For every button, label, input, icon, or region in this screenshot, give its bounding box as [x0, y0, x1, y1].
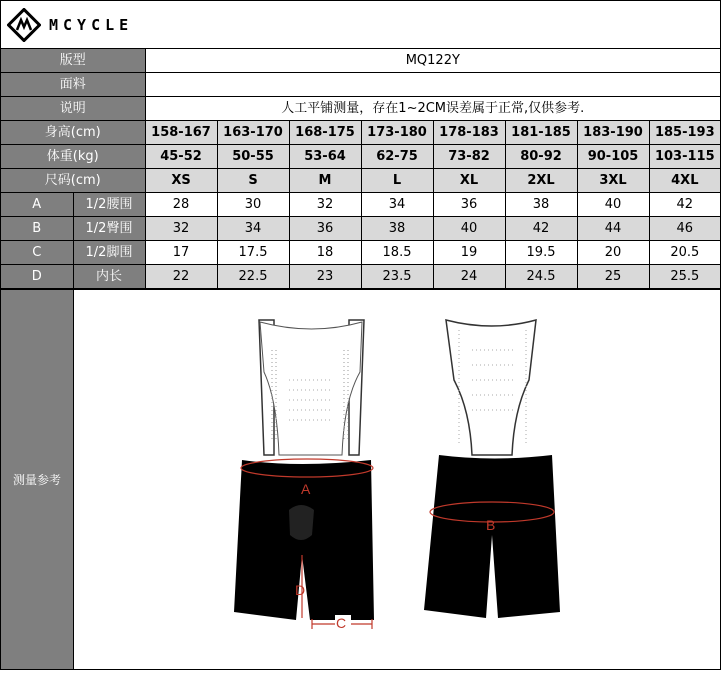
- measure-cell: 32: [289, 193, 361, 217]
- height-cell: 181-185: [505, 121, 577, 145]
- measure-name: 内长: [73, 265, 145, 289]
- weight-cell: 73-82: [433, 145, 505, 169]
- measure-cell: 24.5: [505, 265, 577, 289]
- back-view-icon: [424, 320, 560, 618]
- measure-cell: 20: [577, 241, 649, 265]
- measure-cell: 20.5: [649, 241, 720, 265]
- note-row: [1, 97, 720, 121]
- marker-a: A: [301, 481, 311, 497]
- weight-cell: 80-92: [505, 145, 577, 169]
- measure-cell: 30: [217, 193, 289, 217]
- weight-row: [1, 145, 720, 169]
- fabric-row: [1, 73, 720, 97]
- measure-row-d: [1, 265, 720, 289]
- measure-cell: 18.5: [361, 241, 433, 265]
- measure-cell: 23.5: [361, 265, 433, 289]
- reference-label: 测量参考: [1, 290, 74, 669]
- measure-name: 1/2腰围: [73, 193, 145, 217]
- measure-cell: 17.5: [217, 241, 289, 265]
- measure-cell: 38: [505, 193, 577, 217]
- weight-cell: 90-105: [577, 145, 649, 169]
- height-cell: 173-180: [361, 121, 433, 145]
- measure-name: 1/2臀围: [73, 217, 145, 241]
- style-row: [1, 49, 720, 73]
- measure-cell: 25: [577, 265, 649, 289]
- measure-cell: 36: [289, 217, 361, 241]
- measure-cell: 22.5: [217, 265, 289, 289]
- diamond-m-logo-icon: [7, 8, 41, 42]
- weight-cell: 45-52: [145, 145, 217, 169]
- measure-cell: 40: [577, 193, 649, 217]
- size-label: 尺码(cm): [1, 169, 145, 193]
- marker-c: C: [336, 615, 347, 631]
- measure-cell: 24: [433, 265, 505, 289]
- bib-shorts-illustration: [74, 290, 720, 669]
- height-cell: 185-193: [649, 121, 720, 145]
- measure-code: B: [1, 217, 73, 241]
- size-cell: XL: [433, 169, 505, 193]
- height-cell: 168-175: [289, 121, 361, 145]
- weight-cell: 62-75: [361, 145, 433, 169]
- measurement-reference: [1, 289, 720, 669]
- height-label: 身高(cm): [1, 121, 145, 145]
- measure-cell: 44: [577, 217, 649, 241]
- measure-code: C: [1, 241, 73, 265]
- size-cell: L: [361, 169, 433, 193]
- note-value: 人工平铺测量，存在1~2CM误差属于正常,仅供参考.: [145, 97, 720, 121]
- measure-cell: 28: [145, 193, 217, 217]
- front-view-icon: [234, 320, 374, 620]
- height-cell: 163-170: [217, 121, 289, 145]
- measure-name: 1/2脚围: [73, 241, 145, 265]
- weight-cell: 50-55: [217, 145, 289, 169]
- weight-cell: 103-115: [649, 145, 720, 169]
- measure-cell: 23: [289, 265, 361, 289]
- measure-code: D: [1, 265, 73, 289]
- measure-cell: 38: [361, 217, 433, 241]
- measure-cell: 36: [433, 193, 505, 217]
- measure-cell: 18: [289, 241, 361, 265]
- measure-cell: 42: [649, 193, 720, 217]
- weight-cell: 53-64: [289, 145, 361, 169]
- height-cell: 158-167: [145, 121, 217, 145]
- height-cell: 183-190: [577, 121, 649, 145]
- size-cell: 4XL: [649, 169, 720, 193]
- measure-row-a: [1, 193, 720, 217]
- fabric-value: [145, 73, 720, 97]
- measure-code: A: [1, 193, 73, 217]
- reference-illustration: [74, 290, 720, 669]
- fabric-label: 面料: [1, 73, 145, 97]
- size-row: [1, 169, 720, 193]
- note-label: 说明: [1, 97, 145, 121]
- measure-cell: 42: [505, 217, 577, 241]
- size-cell: 2XL: [505, 169, 577, 193]
- measure-cell: 34: [217, 217, 289, 241]
- size-cell: 3XL: [577, 169, 649, 193]
- size-cell: M: [289, 169, 361, 193]
- measure-cell: 32: [145, 217, 217, 241]
- size-cell: XS: [145, 169, 217, 193]
- measure-row-c: [1, 241, 720, 265]
- measure-cell: 17: [145, 241, 217, 265]
- measure-cell: 46: [649, 217, 720, 241]
- measure-cell: 25.5: [649, 265, 720, 289]
- measure-cell: 22: [145, 265, 217, 289]
- measure-cell: 19.5: [505, 241, 577, 265]
- height-row: [1, 121, 720, 145]
- measure-cell: 40: [433, 217, 505, 241]
- brand-name: MCYCLE: [49, 15, 134, 34]
- marker-b: B: [486, 517, 496, 533]
- measure-cell: 19: [433, 241, 505, 265]
- measure-row-b: [1, 217, 720, 241]
- size-cell: S: [217, 169, 289, 193]
- height-cell: 178-183: [433, 121, 505, 145]
- size-table: [1, 49, 720, 289]
- measure-cell: 34: [361, 193, 433, 217]
- style-value: MQ122Y: [145, 49, 720, 73]
- weight-label: 体重(kg): [1, 145, 145, 169]
- style-label: 版型: [1, 49, 145, 73]
- marker-d: D: [295, 582, 306, 598]
- header: [1, 1, 720, 49]
